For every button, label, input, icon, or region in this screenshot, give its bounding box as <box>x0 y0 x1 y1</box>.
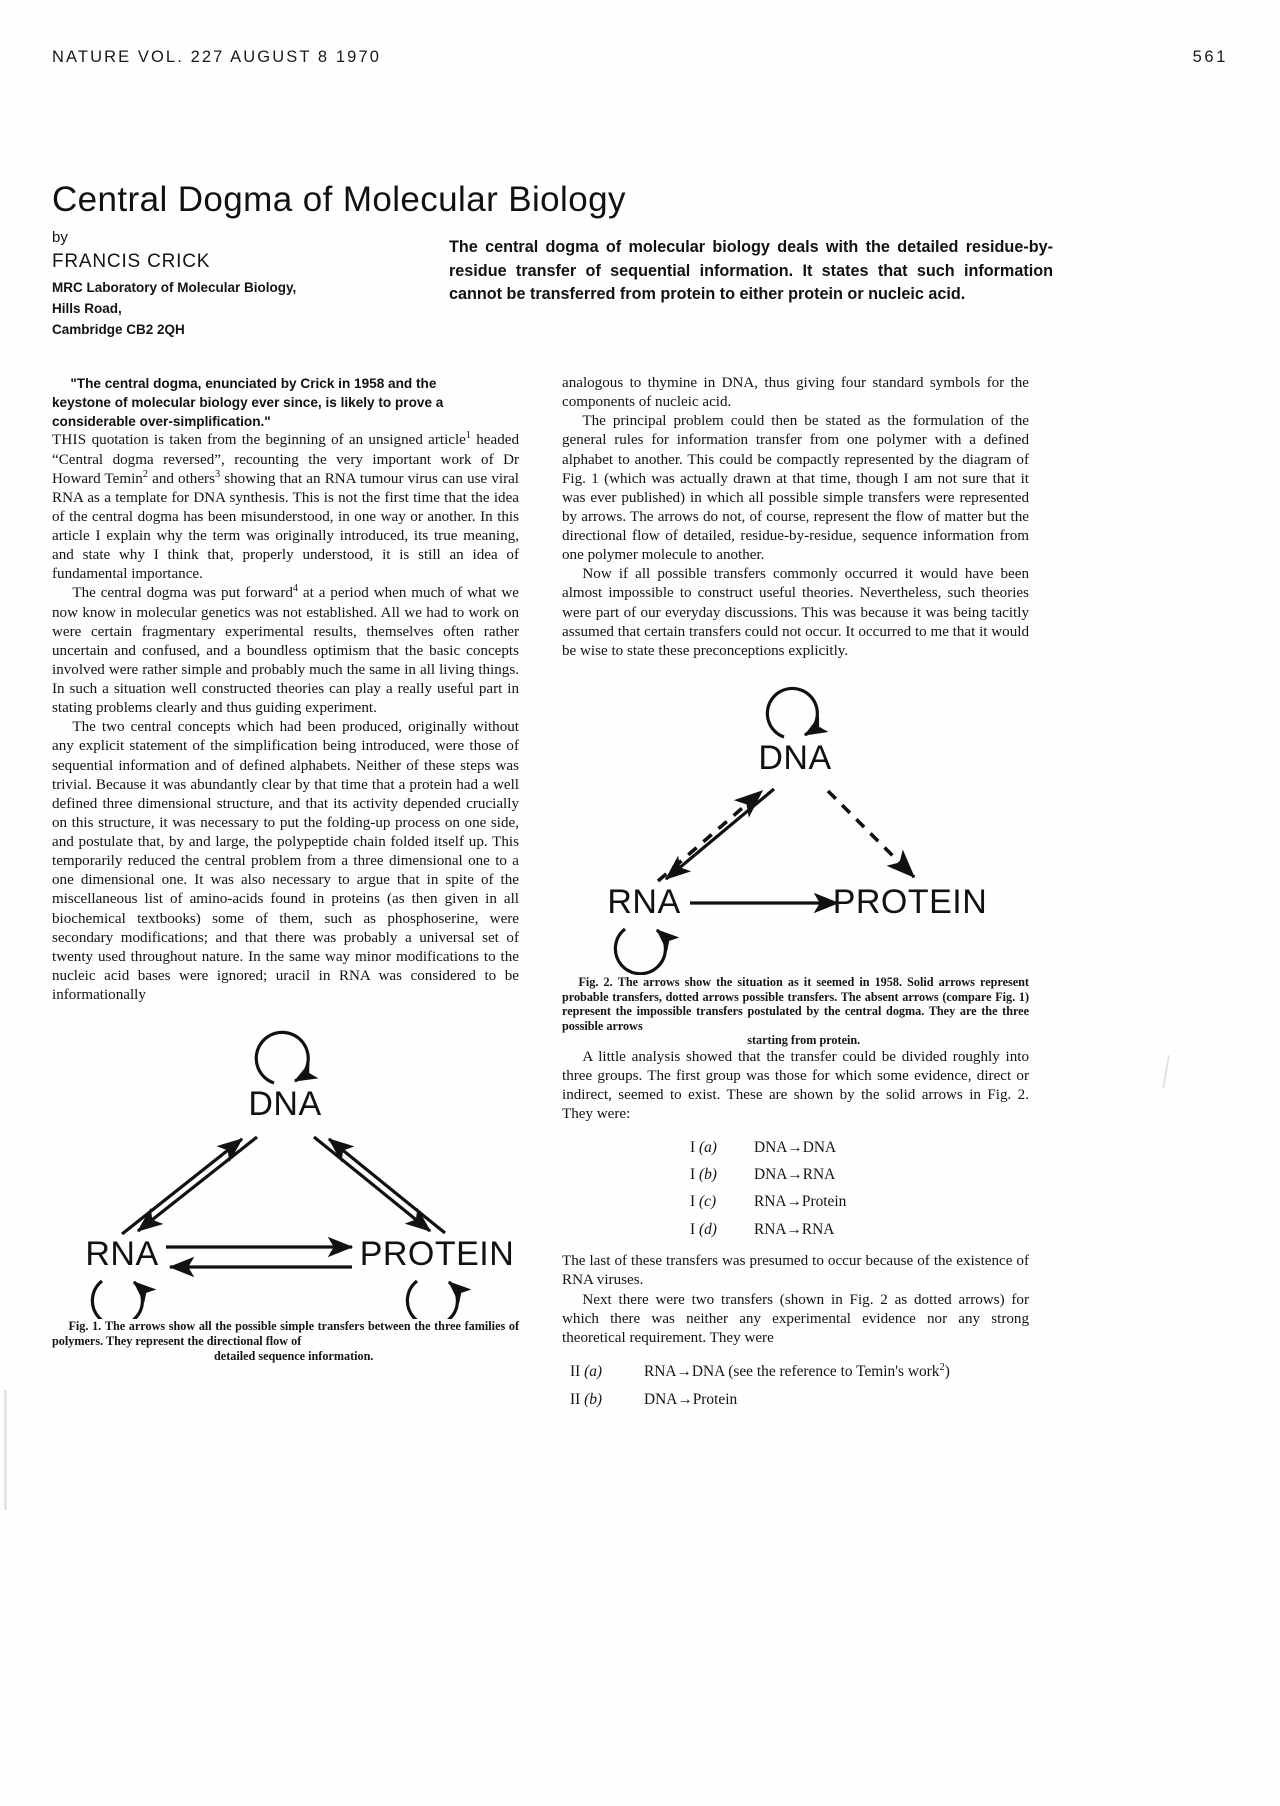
figure-2-caption <box>562 975 1029 1048</box>
list-item <box>562 1161 1029 1188</box>
paragraph-central-dogma-put-forward <box>52 584 519 718</box>
figure-1-node-protein: PROTEIN <box>359 1235 515 1274</box>
figure-1-caption <box>52 1319 519 1363</box>
paragraph-this-quotation <box>52 431 519 584</box>
author-name: FRANCIS CRICK <box>52 250 211 272</box>
figure-2-arrow-dna-to-protein-dotted <box>828 791 914 877</box>
figure-2-caption-line-5: starting from protein. <box>747 1033 861 1048</box>
left-column <box>52 374 519 1363</box>
abstract: The central dogma of molecular biology deals with the detailed residue-by-residue transfer of sequential information. It states that such information cannot be transferred from protein to either protein or nucleic acid. <box>449 238 1053 304</box>
figure-2-caption-label: Fig. 2. <box>578 974 613 989</box>
ref-4: 4 <box>292 583 299 595</box>
figure-1-diagram <box>52 1019 519 1319</box>
ref-1: 1 <box>465 430 471 442</box>
transfer-1a-letter: (a) <box>698 1138 717 1156</box>
scan-artifact <box>4 1390 7 1510</box>
figure-2-node-dna: DNA <box>758 738 832 777</box>
page-title: Central Dogma of Molecular Biology <box>52 180 626 220</box>
figure-1-arrow-rna-to-dna <box>122 1139 242 1234</box>
paragraph-now-if-all-possible: Now if all possible transfers commonly occurred it would have been almost impossible to construct useful theories. Nevertheless, such theories were part of our everyday discussions. This was because it was being tacitly assumed that certain transfers could not occur. It occurred to me that it would be wise to state these preconceptions explicitly. <box>562 566 1029 659</box>
transfer-1b-value: DNA→RNA <box>754 1166 836 1183</box>
list-item <box>562 1188 1029 1215</box>
list-item <box>562 1386 1029 1414</box>
scan-artifact <box>1162 1055 1170 1089</box>
transfer-1d-letter: (d) <box>698 1220 717 1238</box>
p1-rest: quotation is taken from the beginning of an unsigned article <box>86 432 466 449</box>
right-column <box>562 374 1029 1418</box>
transfer-group-2-list <box>562 1358 1029 1414</box>
transfer-group-1-list <box>562 1134 1029 1244</box>
transfer-2a-value <box>644 1358 950 1386</box>
figure-2-loop-rna <box>615 929 665 974</box>
affiliation-line-2: Hills Road, <box>52 300 122 316</box>
figure-2-arrow-rna-to-dna-dotted <box>658 791 762 881</box>
figure-1-arrow-dna-to-rna <box>138 1137 257 1231</box>
figure-1-loop-protein <box>407 1281 457 1319</box>
paragraph-last-of-these-transfers: The last of these transfers was presumed to occur because of the existence of RNA viruses. <box>562 1253 1029 1289</box>
transfer-2b-label: II (b) <box>570 1390 603 1408</box>
pull-quote: "The central dogma, enunciated by Crick in 1958 and the keystone of molecular biology ever since, is likely to prove a considerable over-simplification." <box>52 376 444 430</box>
figure-2 <box>562 675 1029 1048</box>
figure-1-caption-line-3: detailed sequence information. <box>214 1348 374 1363</box>
list-item <box>562 1216 1029 1243</box>
transfer-2a-text: RNA→DNA (see the reference to Temin's work <box>644 1362 940 1380</box>
transfer-1c-label: I (c) <box>690 1193 717 1211</box>
p2-head: The central dogma was put forward <box>72 585 293 602</box>
byline-block <box>52 228 422 339</box>
figure-2-arrow-dna-to-rna-solid <box>666 789 774 879</box>
transfer-1d-label: I (d) <box>690 1220 717 1238</box>
transfer-1c-value: RNA→Protein <box>754 1193 847 1211</box>
affiliation-line-3: Cambridge CB2 2QH <box>52 321 185 337</box>
figure-1-node-dna: DNA <box>248 1085 322 1124</box>
transfer-1b-letter: (b) <box>698 1166 717 1183</box>
figure-1-arrow-dna-to-protein <box>314 1137 430 1231</box>
figure-2-loop-dna <box>767 688 817 737</box>
figure-2-caption-line-4: postulated by the central dogma. They are the three possible arrows <box>562 1004 1029 1033</box>
transfer-2a-after: ) <box>944 1362 950 1380</box>
transfer-1a-value: DNA→DNA <box>754 1138 837 1156</box>
list-item <box>562 1358 1029 1386</box>
transfer-1d-value: RNA→RNA <box>754 1220 835 1238</box>
affiliation-line-1: MRC Laboratory of Molecular Biology, <box>52 279 297 295</box>
transfer-2a-label: II (a) <box>570 1362 603 1380</box>
p1-cont2: and others <box>147 470 215 487</box>
p1-tail: showing that an RNA tumour virus can use viral RNA as a template for DNA synthesis. This is not the first time that the idea of the central dogma has been misunderstood, in one way or another. In this article I explain why the term was originally introduced, its true meaning, and state why I think that, properly understood, it is still an idea of fundamental importance. <box>52 470 519 583</box>
figure-1-caption-line-2: three families of polymers. They represent the directional flow of <box>52 1319 519 1348</box>
figure-1-loop-dna <box>256 1033 308 1084</box>
running-head <box>52 48 1228 67</box>
figure-2-caption-line-3: absent arrows (compare Fig. 1) represent the impossible transfers <box>562 989 1029 1019</box>
transfer-1c-letter: (c) <box>698 1193 717 1211</box>
ref-2: 2 <box>142 468 148 480</box>
transfer-1b-label: I (b) <box>690 1166 717 1183</box>
figure-1-loop-rna <box>92 1281 142 1319</box>
figure-2-node-rna: RNA <box>607 882 681 921</box>
page-folio: 561 <box>1192 48 1228 66</box>
figure-2-diagram <box>562 675 1029 975</box>
figure-2-node-protein: PROTEIN <box>832 882 988 921</box>
figure-1-arrow-protein-to-dna <box>329 1139 445 1233</box>
transfer-2b-value: DNA→Protein <box>644 1390 738 1408</box>
transfer-2a-letter: (a) <box>584 1362 603 1380</box>
paragraph-little-analysis: A little analysis showed that the transfer could be divided roughly into three groups. The first group was those for which some evidence, direct or indirect, seemed to exist. These are shown by the solid arrows in Fig. 2. They were: <box>562 1049 1029 1123</box>
journal-issue-line: NATURE VOL. 227 AUGUST 8 1970 <box>52 48 381 66</box>
paragraph-principal-problem: The principal problem could then be stated as the formulation of the general rules for information transfer from one polymer with a defined alphabet to another. This could be compactly represented by the diagram of Fig. 1 (which was actually drawn at that time, though I am not sure that it was ever published) in which all possible simple transfers were represented by arrows. The arrows do not, of course, represent the flow of matter but the directional flow of detailed, residue-by-residue, sequence information from one polymer molecule to another. <box>562 413 1029 564</box>
ref-2-inline: 2 <box>939 1361 945 1373</box>
transfer-2b-letter: (b) <box>584 1390 603 1408</box>
transfer-1a-label: I (a) <box>690 1138 717 1156</box>
figure-1-node-rna: RNA <box>85 1235 159 1274</box>
figure-1 <box>52 1019 519 1363</box>
figure-1-caption-line-1: The arrows show all the possible simple transfers between the <box>104 1319 431 1334</box>
p1-cont: headed “Central dogma reversed”, recounting the very important work of Dr Howard Temin <box>52 432 519 487</box>
figure-1-caption-label: Fig. 1. <box>68 1319 102 1334</box>
list-item <box>562 1134 1029 1161</box>
paragraph-two-central-concepts: The two central concepts which had been produced, originally without any explicit statement of the simplification being introduced, were those of sequential information and of defined alphabets. Neither of these steps was trivial. Because it was abundantly clear by that time that a protein had a well defined three dimensional structure, and that its activity depended crucially on this structure, it was necessary to put the folding-up process on one side, and postulate that, by and large, the polypeptide chain folded itself up. This temporarily reduced the central problem from a three dimensional one to a one dimensional one. It was also necessary to argue that in spite of the miscellaneous list of amino-acids found in proteins (as then given in all biochemical textbooks) some of them, such as phosphoserine, were secondary modifications; and that there was probably a universal set of twenty used throughout nature. In the same way minor modifications to the nucleic acid bases were ignored; uracil in RNA was considered to be informationally <box>52 719 519 1004</box>
paragraph-next-two-transfers: Next there were two transfers (shown in Fig. 2 as dotted arrows) for which there was neither any experimental evidence nor any strong theoretical requirement. They were <box>562 1291 1029 1346</box>
dropcap-smallcaps: THIS <box>52 432 87 449</box>
figure-2-caption-line-1: The arrows show the situation as it seemed in 1958. Solid arrows <box>617 974 975 989</box>
by-label: by <box>52 229 68 246</box>
figure-2-caption-line-2: represent probable transfers, dotted arrows possible transfers. The <box>562 974 1029 1004</box>
ref-3: 3 <box>214 468 221 480</box>
paragraph-analogous-thymine: analogous to thymine in DNA, thus giving four standard symbols for the components of nucleic acid. <box>562 375 1029 411</box>
p2-rest: at a period when much of what we now know in molecular genetics was not established. All we had to work on were certain fragmentary experimental results, themselves often rather uncertain and confused, and a boundless optimism that the basic concepts involved were rather simple and probably much the same in all living things. In such a situation well constructed theories can play a really useful part in stating problems clearly and thus guiding experiment. <box>52 585 519 717</box>
